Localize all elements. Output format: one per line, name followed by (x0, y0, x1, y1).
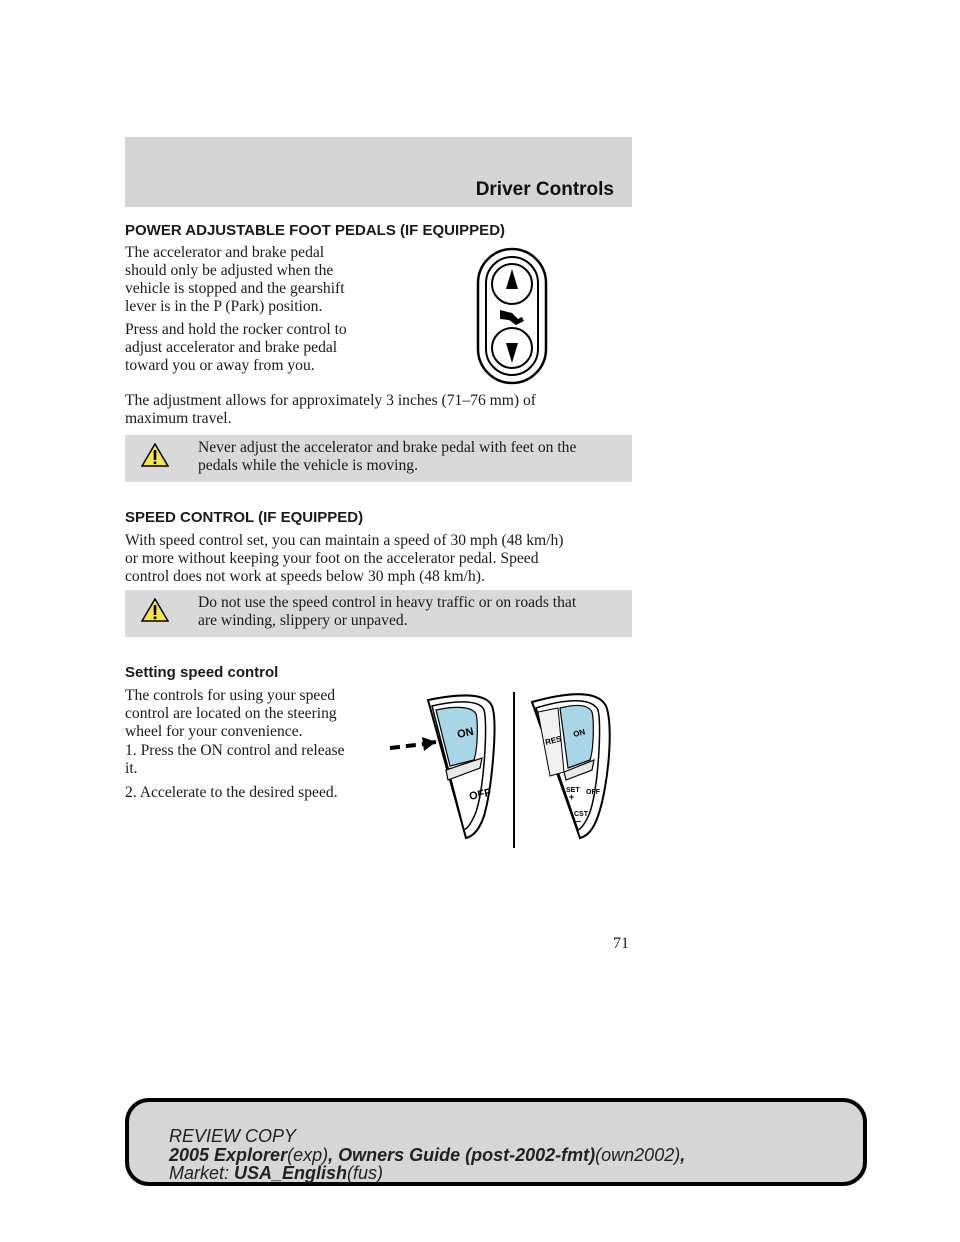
warning-icon (141, 598, 169, 622)
figure-label-on-left: ON (456, 725, 475, 741)
pedals-warning-box (125, 435, 632, 482)
section-title: Driver Controls (475, 179, 614, 200)
speed-warning-text: Do not use the speed control in heavy traffic or on roads that are winding, slippery or unpaved. (198, 594, 577, 629)
pedals-para1: The accelerator and brake pedal should only be adjusted when the vehicle is stopped and the gearshift lever is in the P (Park) position. (125, 244, 345, 315)
section-header-band (125, 137, 632, 207)
figure-label-on-right: ON (572, 727, 587, 739)
setting-speed-subheading: Setting speed control (125, 664, 279, 681)
review-copy-footer (125, 1098, 867, 1186)
pedals-warning-text: Never adjust the accelerator and brake pedal with feet on the pedals while the vehicle is moving. (198, 439, 577, 474)
pedals-heading: POWER ADJUSTABLE FOOT PEDALS (IF EQUIPPED) (125, 222, 506, 239)
footer-line-2: 2005 Explorer(exp), Owners Guide (post-2002-fmt)(own2002), (169, 1145, 686, 1165)
speed-para1: With speed control set, you can maintain a speed of 30 mph (48 km/h) or more without keeping your foot on the accelerator pedal. Speed control does not work at speeds below 30 mph (48 km/h). (125, 532, 564, 585)
figure-label-res: RES (544, 734, 563, 747)
warning-icon (141, 443, 169, 467)
speed-heading: SPEED CONTROL (IF EQUIPPED) (125, 509, 364, 526)
speed-step1: 1. Press the ON control and release it. (125, 742, 345, 777)
figure-label-off-right: OFF (586, 789, 600, 796)
pedal-rocker-control-icon (476, 247, 548, 385)
figure-label-set: SET (566, 787, 580, 794)
speed-para2: The controls for using your speed control are located on the steering wheel for your convenience. (125, 687, 337, 740)
page-number: 71 (613, 935, 629, 952)
speed-warning-box (125, 590, 632, 637)
figure-label-off-left: OFF (468, 786, 493, 803)
footer-line-1: REVIEW COPY (169, 1126, 297, 1146)
footer-line-3: Market: USA_English(fus) (169, 1163, 384, 1183)
figure-label-plus: + (569, 792, 575, 802)
pedals-para2: Press and hold the rocker control to adjust accelerator and brake pedal toward you or away from you. (125, 321, 347, 374)
speed-step2: 2. Accelerate to the desired speed. (125, 784, 338, 801)
pedals-para3: The adjustment allows for approximately 3 inches (71–76 mm) of maximum travel. (125, 392, 536, 427)
speed-control-buttons-figure (388, 688, 636, 853)
figure-label-minus: – (576, 816, 582, 826)
figure-label-cst: CST (574, 811, 588, 818)
